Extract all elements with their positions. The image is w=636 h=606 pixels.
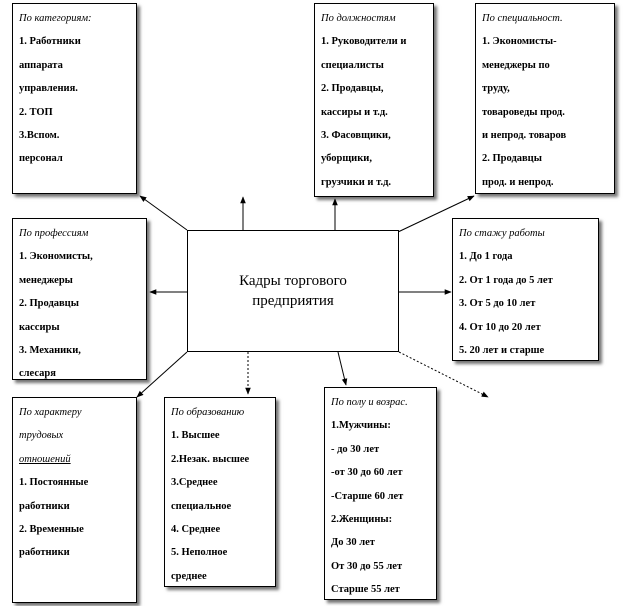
list-item: аппарата xyxy=(19,59,63,71)
list-item: 1. Постоянные xyxy=(19,477,89,489)
list-item: 1. Высшее xyxy=(171,430,220,442)
list-item: управления. xyxy=(19,83,78,95)
list-item: 1. Экономисты- xyxy=(482,36,557,48)
list-item: - до 30 лет xyxy=(331,443,380,455)
box-categories-title: По категориям: xyxy=(19,13,92,24)
list-item: Старше 55 лет xyxy=(331,584,400,596)
central-node xyxy=(187,230,399,352)
list-item: 2. Временные xyxy=(19,524,84,536)
central-node-line-1: Кадры торгового xyxy=(239,273,347,289)
list-item: От 30 до 55 лет xyxy=(331,560,403,572)
list-item: кассиры xyxy=(19,321,60,333)
box-labor-relations-title-1: По характеру xyxy=(19,407,82,418)
list-item: 1.Мужчины: xyxy=(331,420,391,432)
box-specialties-title: По специальност. xyxy=(482,13,563,24)
list-item: -Старше 60 лет xyxy=(331,490,404,502)
box-positions xyxy=(314,3,434,197)
list-item: 2. Продавцы xyxy=(482,153,542,165)
list-item: 2. От 1 года до 5 лет xyxy=(459,274,553,286)
list-item: 2. ТОП xyxy=(19,106,53,118)
list-item: 1. Работники xyxy=(19,36,81,48)
box-experience xyxy=(452,218,599,361)
list-item: кассиры и т.д. xyxy=(321,106,388,118)
list-item: 1. Экономисты, xyxy=(19,251,93,263)
list-item: 3. Фасовщики, xyxy=(321,130,391,142)
list-item: 2.Незак. высшее xyxy=(171,453,250,465)
list-item: 3.Вспом. xyxy=(19,130,60,142)
list-item: труду, xyxy=(482,83,510,95)
list-item: 4. Среднее xyxy=(171,524,221,536)
list-item: До 30 лет xyxy=(331,537,375,549)
list-item: 1. Руководители и xyxy=(321,36,407,48)
list-item: 5. 20 лет и старше xyxy=(459,345,545,357)
list-item: менеджеры xyxy=(19,274,73,286)
box-sex-age xyxy=(324,387,437,600)
list-item: грузчики и т.д. xyxy=(321,176,392,188)
box-professions xyxy=(12,218,147,380)
list-item: 5. Неполное xyxy=(171,547,228,559)
list-item: 2.Женщины: xyxy=(331,514,393,526)
list-item: 2. Продавцы xyxy=(19,298,79,310)
list-item: специальное xyxy=(171,500,232,512)
list-item: 4. От 10 до 20 лет xyxy=(459,321,541,333)
box-education-title: По образованию xyxy=(171,407,245,418)
box-categories xyxy=(12,3,137,194)
list-item: 3. Механики, xyxy=(19,345,81,357)
box-labor-relations-title-3: отношений xyxy=(19,453,71,465)
list-item: уборщики, xyxy=(321,153,372,165)
list-item: -от 30 до 60 лет xyxy=(331,467,403,479)
list-item: специалисты xyxy=(321,59,384,71)
list-item: 1. До 1 года xyxy=(459,251,513,263)
box-labor-relations-title-2: трудовых xyxy=(19,430,64,442)
box-positions-title: По должностям xyxy=(321,13,396,24)
list-item: менеджеры по xyxy=(482,59,550,71)
list-item: слесаря xyxy=(19,368,56,380)
list-item: и непрод. товаров xyxy=(482,130,567,142)
list-item: товароведы прод. xyxy=(482,106,565,118)
list-item: прод. и непрод. xyxy=(482,176,554,188)
list-item: среднее xyxy=(171,570,207,582)
list-item: работники xyxy=(19,500,70,512)
list-item: работники xyxy=(19,547,70,559)
box-labor-relations xyxy=(12,397,137,603)
list-item: персонал xyxy=(19,153,63,165)
box-professions-title: По профессиям xyxy=(19,228,89,239)
central-node-line-2: предприятия xyxy=(252,293,334,309)
box-sex-age-title: По полу и возрас. xyxy=(331,397,408,408)
box-education xyxy=(164,397,276,587)
arrow-to-sex-age xyxy=(338,352,346,385)
arrow-to-categories xyxy=(140,196,187,230)
list-item: 2. Продавцы, xyxy=(321,83,384,95)
list-item: 3.Среднее xyxy=(171,477,218,489)
box-experience-title: По стажу работы xyxy=(459,228,545,239)
box-specialties xyxy=(475,3,615,194)
list-item: 3. От 5 до 10 лет xyxy=(459,298,536,310)
